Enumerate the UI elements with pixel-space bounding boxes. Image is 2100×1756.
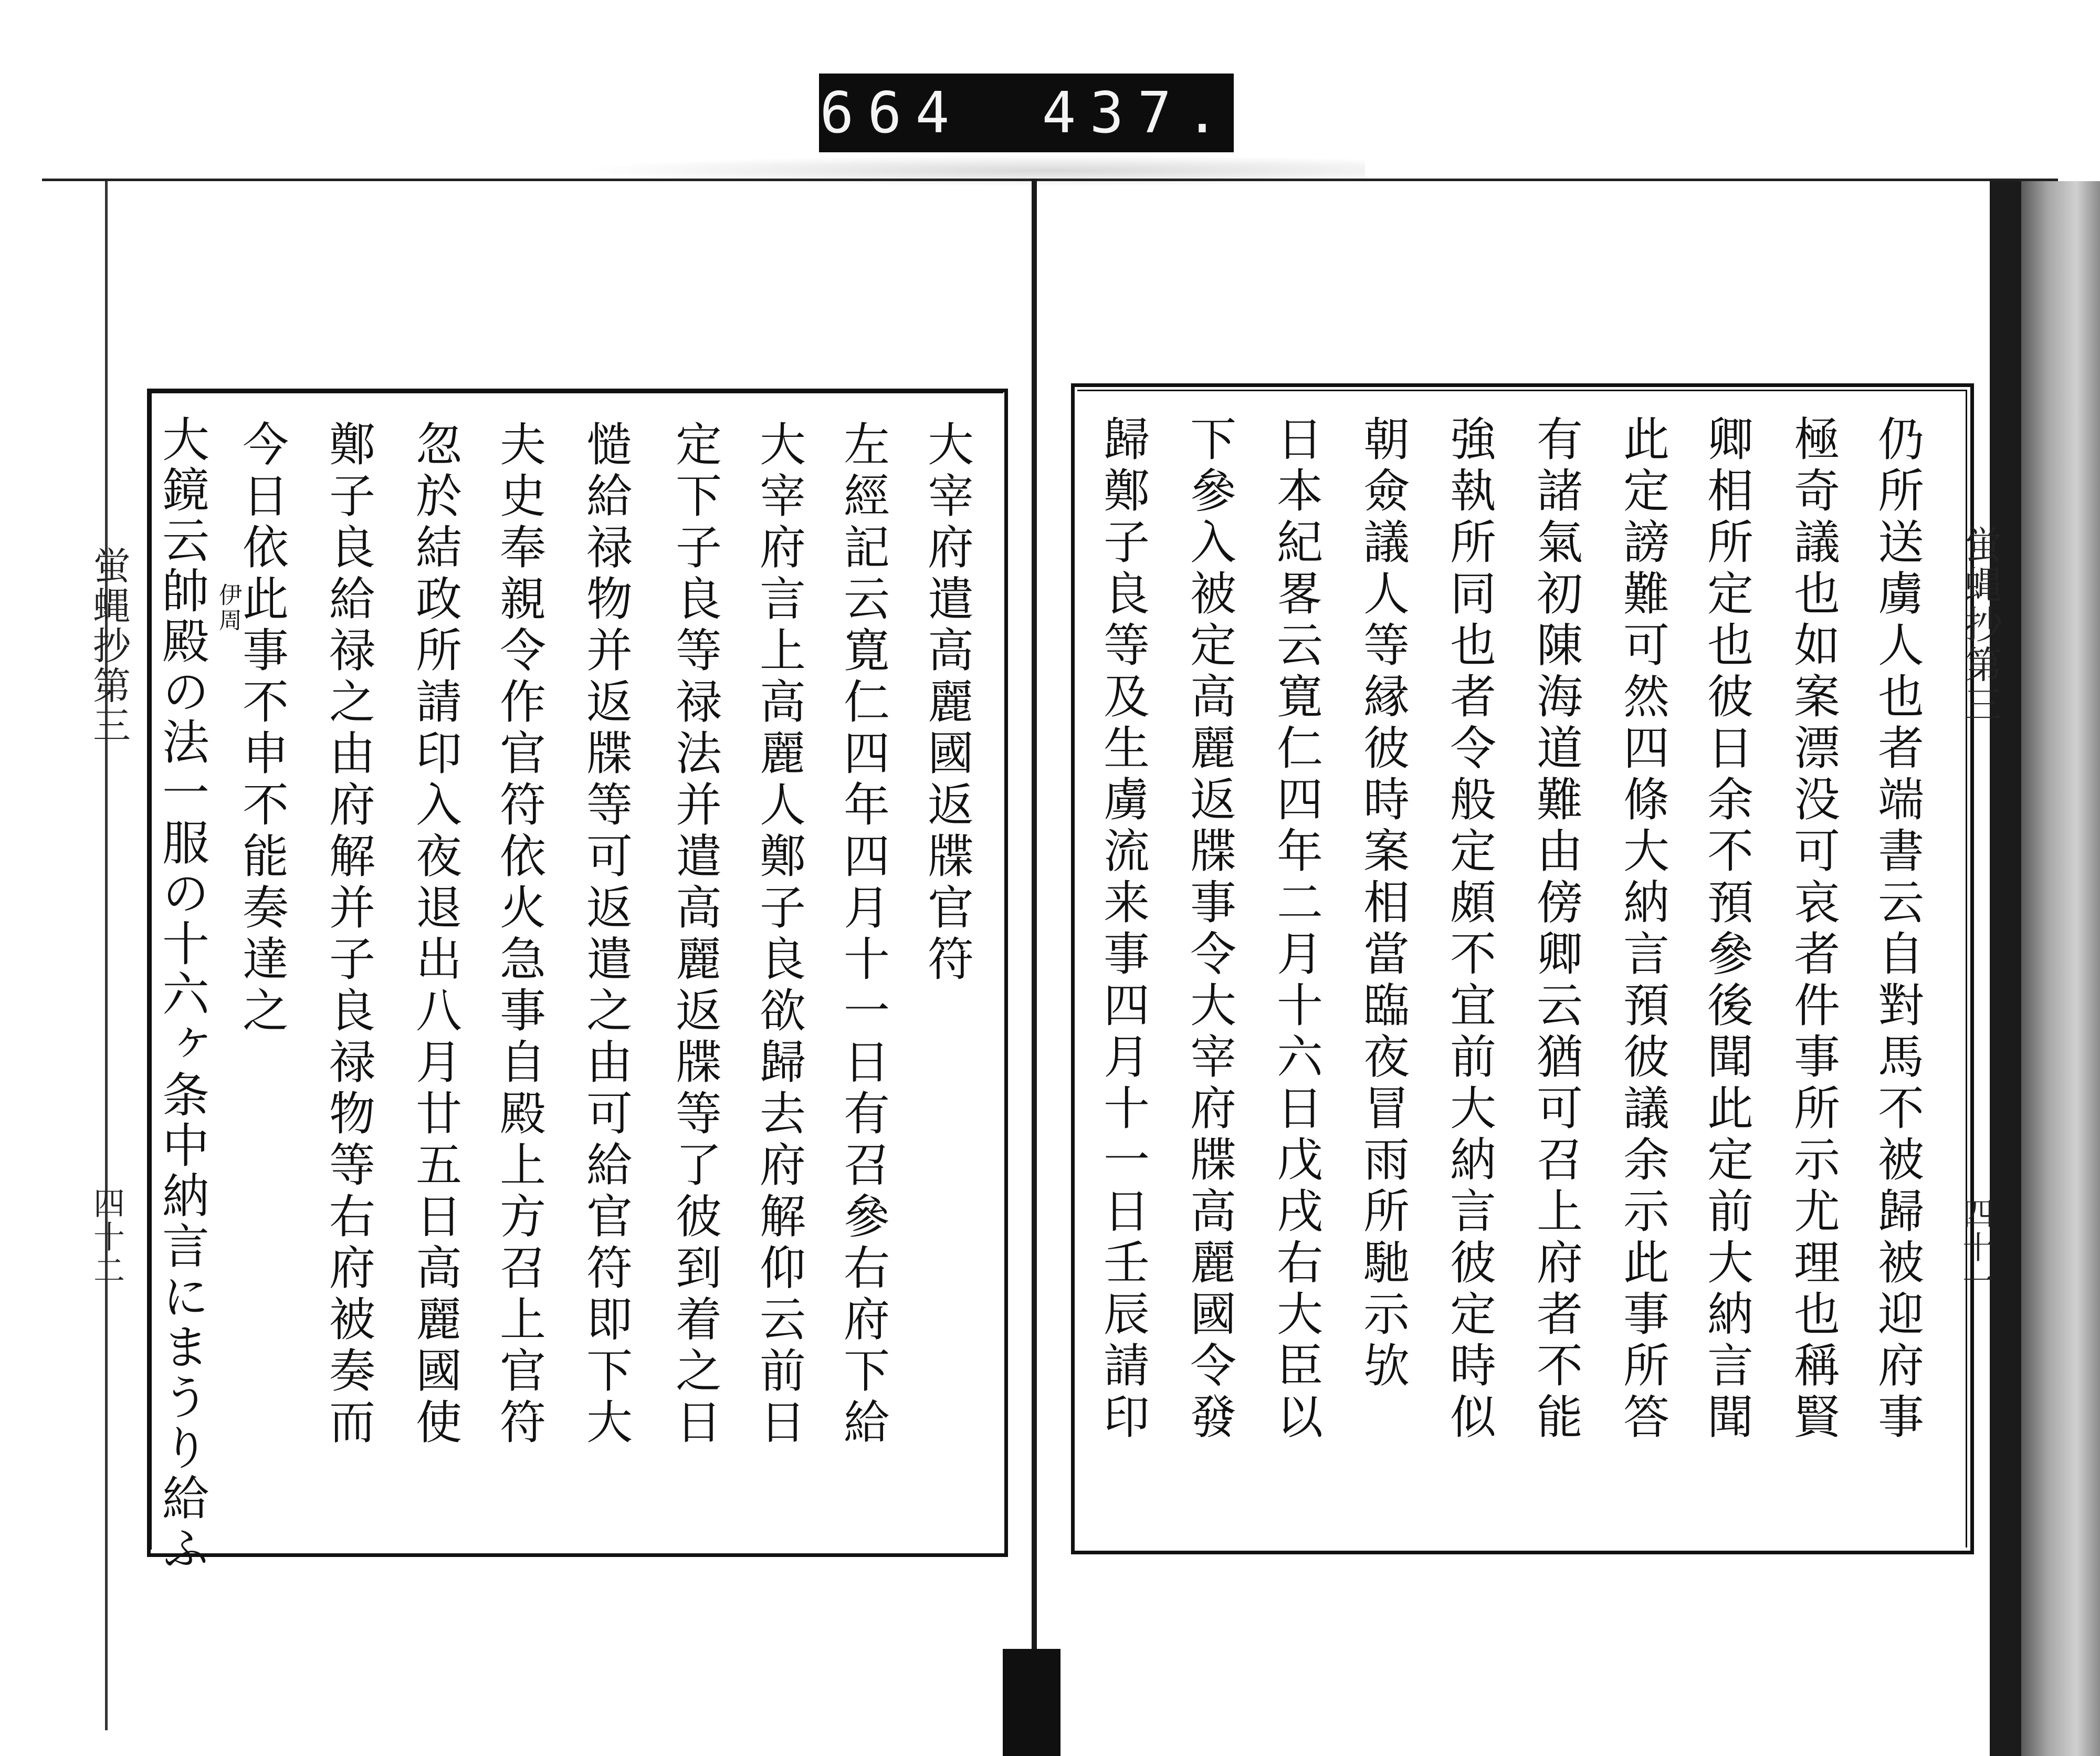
right-page-stack	[2021, 181, 2100, 1756]
right-column-8: 日本紀畧云寛仁四年二月十六日戊戌右大臣以	[1269, 415, 1324, 1444]
scan-shadow	[578, 155, 1365, 186]
right-column-10: 歸鄭子良等及生虜流来事四月十一日壬辰請印	[1096, 415, 1150, 1444]
book-top-edge	[42, 179, 2058, 181]
right-column-7: 朝僉議人等縁彼時案相當臨夜冒雨所馳示欤	[1356, 415, 1410, 1393]
right-column-3: 卿相所定也彼日余不預參後聞此定前大納言聞	[1700, 415, 1754, 1444]
right-column-6: 強執所同也者令般定頗不宜前大納言彼定時似	[1443, 415, 1497, 1444]
right-book-edge	[1990, 181, 2021, 1756]
right-page-number: 四十一	[1957, 1197, 1994, 1298]
right-column-9: 下參入被定高麗返牒事令大宰府牒高麗國令發	[1183, 415, 1237, 1444]
left-page-number: 四十二	[88, 1187, 125, 1288]
left-column-9: 今日依此事不申不能奏達之	[235, 420, 289, 1038]
left-interlinear-note: 伊周	[215, 583, 242, 633]
left-column-2: 左經記云寛仁四年四月十一日有召參右府下給	[836, 420, 890, 1449]
left-column-7: 忽於結政所請印入夜退出八月廿五日高麗國使	[408, 420, 463, 1449]
gutter-binding	[1003, 1649, 1060, 1756]
book-gutter	[1032, 179, 1037, 1749]
film-number-right: 437.	[1042, 80, 1233, 146]
left-column-10-handwritten: 大鏡云帥殿の法一服の十六ヶ条中納言にまうり給ふ	[154, 415, 209, 1574]
film-number-plate	[819, 74, 1234, 152]
left-column-5: 慥給禄物并返牒等可返遣之由可給官符即下大	[579, 420, 633, 1449]
left-column-3: 大宰府言上高麗人鄭子良欲歸去府解仰云前日	[752, 420, 806, 1449]
right-margin-title: 蛍蝿抄第三	[1958, 525, 2002, 725]
left-column-4: 定下子良等禄法并遣高麗返牒等了彼到着之日	[668, 420, 722, 1449]
right-column-4: 此定謗難可然四條大納言預彼議余示此事所答	[1616, 415, 1670, 1444]
left-column-8: 鄭子良給禄之由府解并子良禄物等右府被奏而	[322, 420, 376, 1449]
film-number-left: 664	[820, 80, 963, 146]
right-column-5: 有諸氣初陳海道難由傍卿云猶可召上府者不能	[1529, 415, 1583, 1444]
left-margin-title: 蛍蝿抄第三	[87, 546, 131, 746]
left-column-1: 大宰府遣高麗國返牒官符	[920, 420, 974, 986]
left-column-6: 夫史奉親令作官符依火急事自殿上方召上官符	[492, 420, 547, 1449]
left-book-edge	[63, 181, 108, 1730]
right-column-2: 極奇議也如案漂没可哀者件事所示尤理也稱賢	[1787, 415, 1841, 1444]
right-column-1: 仍所送虜人也者端書云自對馬不被歸被迎府事	[1871, 415, 1925, 1444]
